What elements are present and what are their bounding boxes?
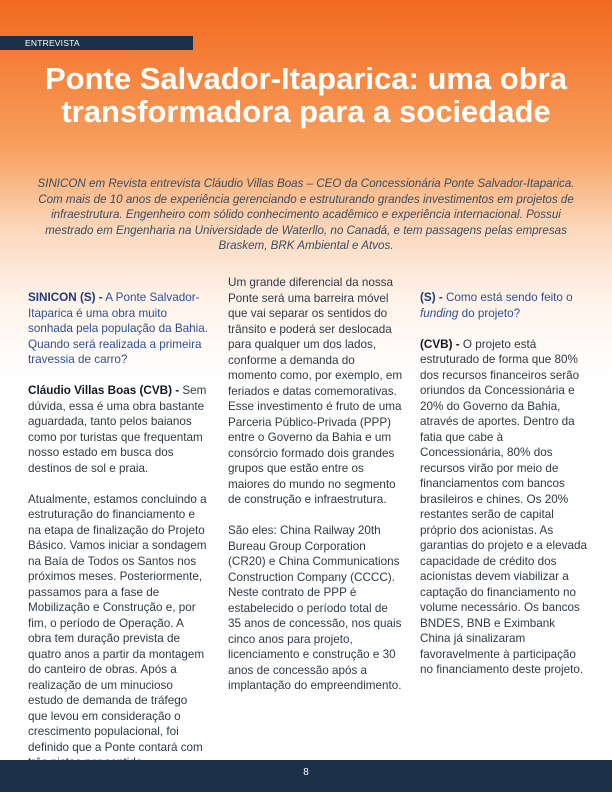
article-title: Ponte Salvador-Itaparica: uma obra transformadora para a sociedade (45, 61, 567, 129)
question-2-text-start: Como está sendo feito o (445, 291, 573, 304)
question-1-text: A Ponte Salvador-Itaparica é uma obra muito sonhada pela população da Bahia. Quando será realizada a primeira travessia de carro? (28, 291, 209, 366)
question-2-label: (S) - (420, 291, 443, 304)
question-1 (28, 290, 208, 368)
page-footer (0, 760, 612, 792)
column-1 (28, 290, 208, 786)
article-lede: SINICON em Revista entrevista Cláudio Villas Boas – CEO da Concessionária Ponte Salvador-Itaparica. Com mais de 10 anos de experiência gerenciando e estruturando grandes investimentos em projetos de infraestrutura. Engenheiro com sólido conhecimento acadêmico e experiência internacional. Possui mestrado em Engenharia na Universidade de Waterllo, no Canadá, e tem passagens pelas empresas Braskem, BRK Ambiental e Atvos. (37, 177, 575, 253)
question-2-text-end: do projeto? (461, 306, 521, 320)
answer-2-label: (CVB) - (420, 337, 460, 351)
answer-1-text: Sem dúvida, essa é uma obra bastante aguardada, tanto pelos baianos como por turistas que frequentam nosso estado em busca dos destinos de sol e praia. (28, 384, 207, 475)
page-number: 8 (303, 767, 309, 778)
answer-1-paragraph-2: Atualmente, estamos concluindo a estruturação do financiamento e na etapa de finalização do Projeto Básico. Vamos iniciar a sondagem na Baía de Todos os Santos nos próximos meses. Posteriormente, passamos para a fase de Mobilização e Construção e, por fim, o período de Operação. A obra tem duração prevista de quatro anos a partir da montagem do canteiro de obras. Após a realização de um minucioso estudo de demanda de tráfego que levou em consideração o crescimento populacional, foi definido que a Ponte contará com (28, 492, 207, 754)
column-2-paragraph-1: Um grande diferencial da nossa Ponte será uma barreira móvel que vai separar os sentidos do trânsito e poderá ser deslocada para qualquer um dos lados, conforme a demanda do momento como, por exemplo, em feriados e datas comemorativas. Esse investimento é fruto de uma Parceria Público-Privada (PPP) entre o Governo da Bahia e um consórcio formado dois grandes grupos que estão entre os maiores do mundo no segmento de construção e infraestrutura. (228, 276, 403, 506)
answer-2 (420, 337, 588, 678)
question-1-label: SINICON (S) - (28, 291, 103, 304)
answer-2-text: O projeto está estruturado de forma que 80% dos recursos financeiros serão oriundos da Concessionária e 20% do Governo da Bahia, através de aportes. Dentro da fatia que cabe à Concessionária, 80% dos recursos virão por meio de financiamentos com bancos brasileiros e chines. Os 20% restantes serão de capital próprio dos acionistas. As garantias do projeto e a elevada capacidade de crédito dos acionistas devem viabilizar a captação do financiamento no volume necessário. Os bancos BNDES, BNB e Eximbank China já sinalizaram favoravelmente à participação no financiamento deste projeto. (420, 337, 587, 676)
answer-1-label: Cláudio Villas Boas (CVB) - (28, 384, 180, 397)
section-tag: ENTREVISTA (0, 36, 193, 50)
question-2 (420, 290, 588, 321)
column-2 (228, 275, 404, 709)
answer-1 (28, 383, 208, 476)
question-2-funding-term: funding (420, 306, 459, 320)
column-3 (420, 290, 588, 693)
column-2-paragraph-2: São eles: China Railway 20th Bureau Group Corporation (CR20) e China Communications Construction Company (CCCC). Neste contrato de PPP é estabelecido o período total de 35 anos de concessão, nos quais cinco anos para projeto, licenciamento e construção e 30 anos de concessão após a implantação do empreendimento. (228, 524, 402, 692)
